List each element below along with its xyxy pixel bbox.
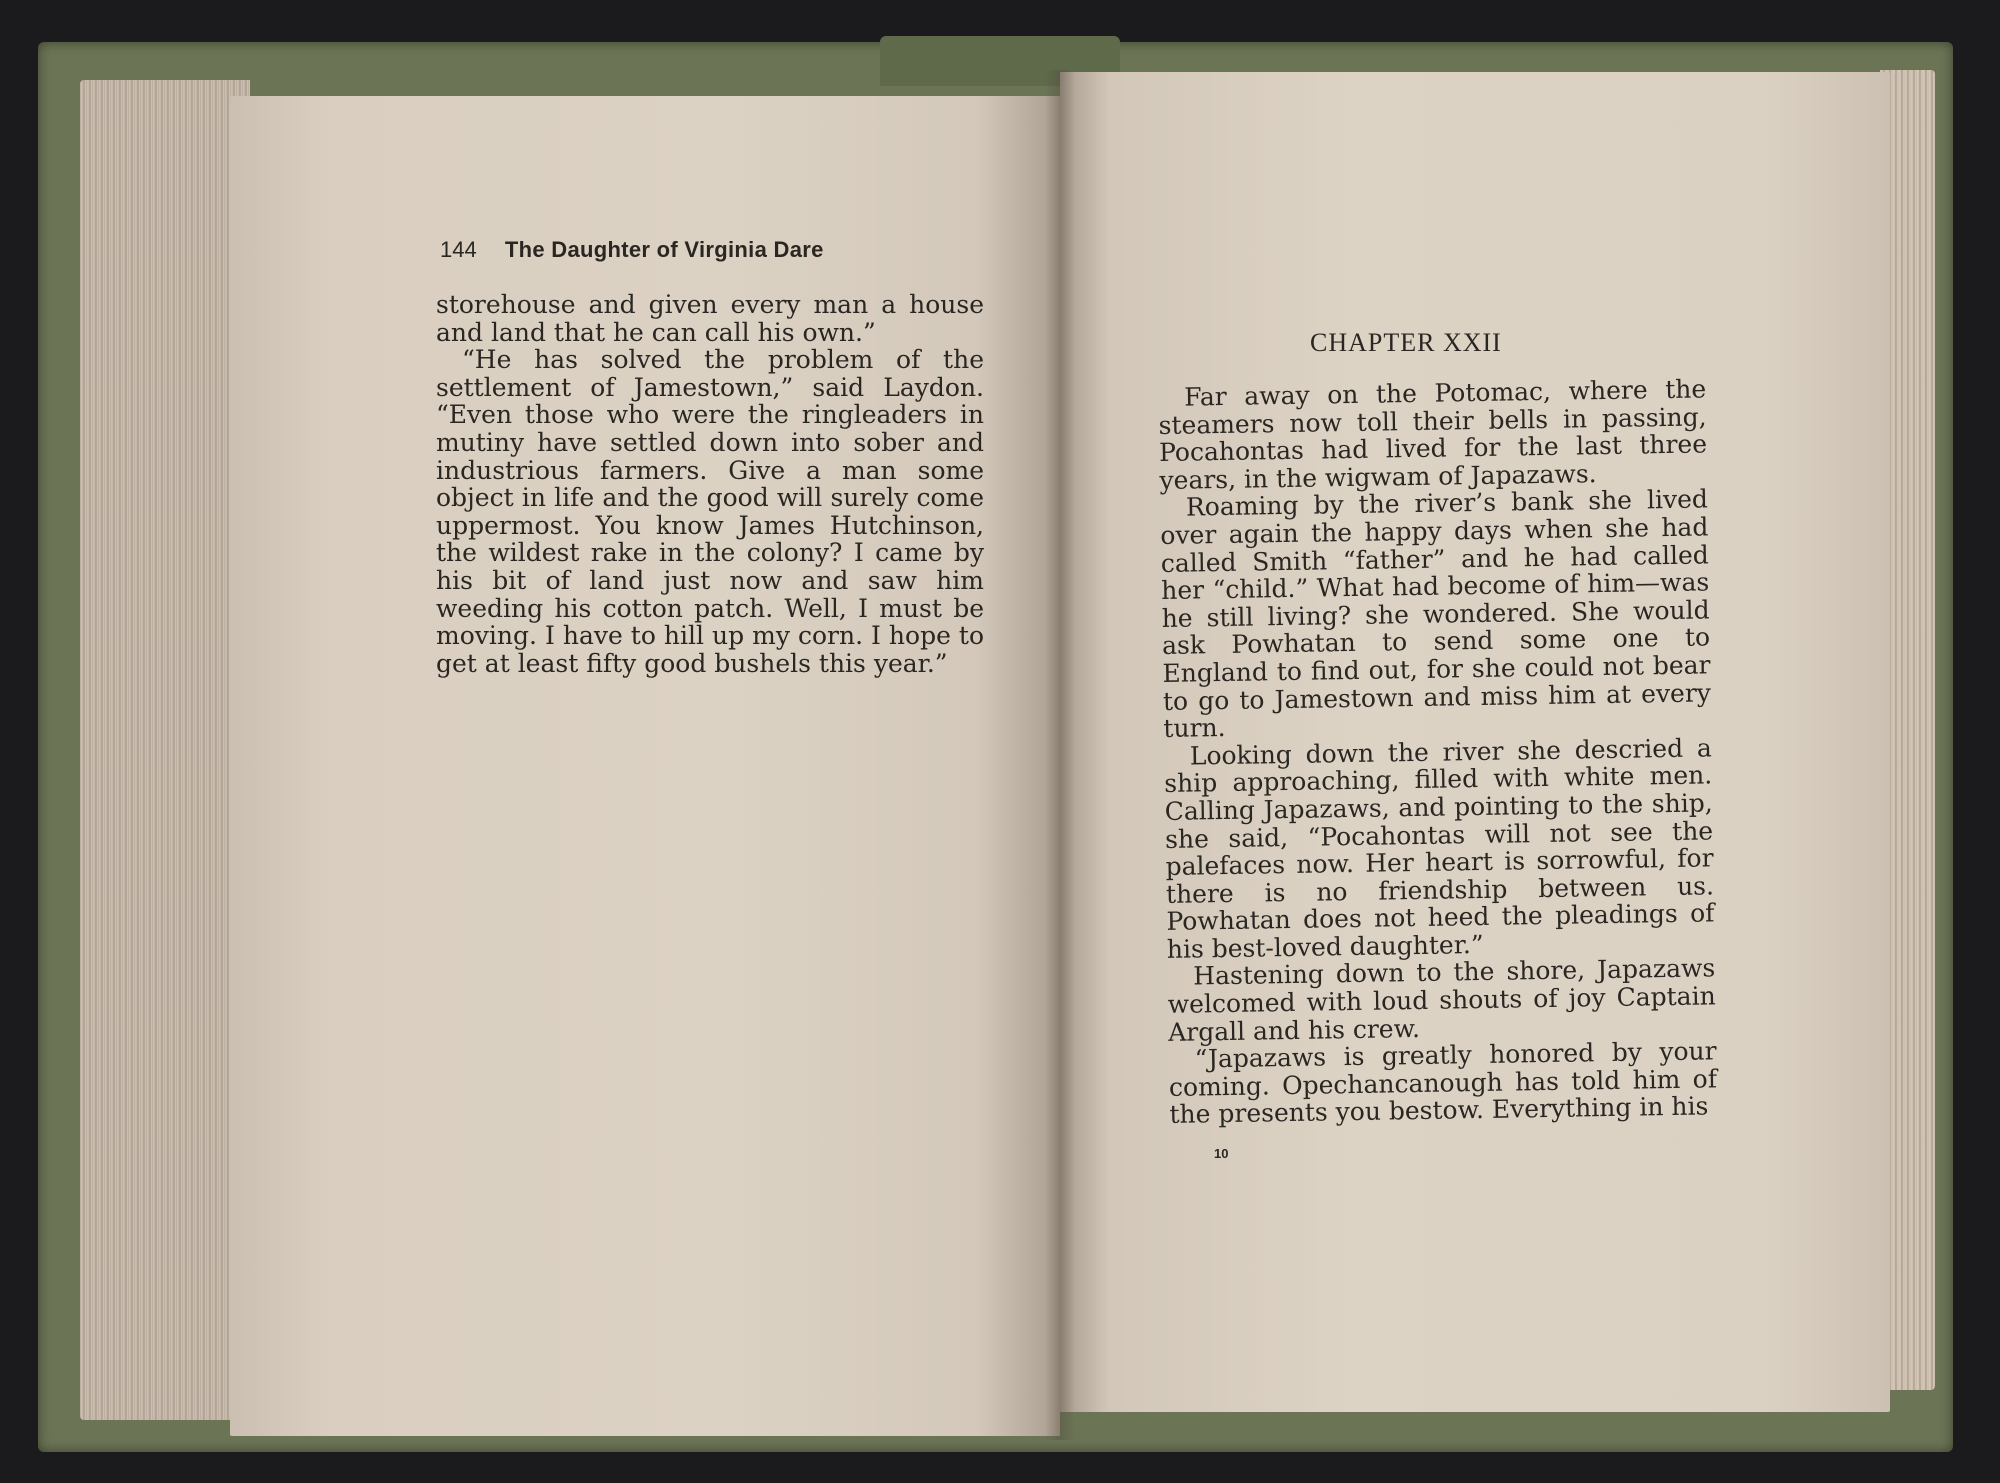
right-page-text <box>1158 375 1718 1129</box>
signature-mark: 10 <box>1214 1146 1229 1161</box>
paragraph: Far away on the Potomac, where the steamers now toll their bells in passing, Pocahontas had lived for the last three years, in the wigwam of Japazaws. <box>1158 374 1708 495</box>
paragraph: Looking down the river she descried a ship approaching, filled with white men. Calling Japazaws, and pointing to the ship, she said, “Pocahontas will not see the palefaces now. Her heart is sorrowful, for there is no friendship between us. Powhatan does not heed the pleadings of his best-loved daughter.” <box>1164 733 1715 964</box>
paragraph: Roaming by the river’s bank she lived over again the happy days when she had called Smith “father” and he had called her “child.” What had become of him—was he still living? she wondered. She would ask Powhatan to send some one to England to find out, for she could not bear to go to Jamestown and miss him at every turn. <box>1160 484 1712 744</box>
paragraph: “Japazaws is greatly honored by your coming. Opechancanough has told him of the presents you bestow. Everything in his <box>1168 1036 1718 1130</box>
running-head <box>440 237 824 263</box>
paragraph: Hastening down to the shore, Japazaws welcomed with loud shouts of joy Captain Argall and his crew. <box>1167 953 1716 1047</box>
running-title: The Daughter of Virginia Dare <box>504 237 824 262</box>
paragraph: “He has solved the problem of the settlement of Jamestown,” said Laydon. “Even those who were the ringleaders in mutiny have settled down into sober and industrious farmers. Give a man some object in life and the good will surely come uppermost. You know James Hutchinson, the wildest rake in the colony? I came by his bit of land just now and saw him weeding his cotton patch. Well, I must be moving. I have to hill up my corn. I hope to get at least fifty good bushels this year.” <box>436 345 984 678</box>
page-number: 144 <box>440 237 477 262</box>
left-page-text <box>436 291 984 677</box>
chapter-heading: CHAPTER XXII <box>1310 328 1502 357</box>
paragraph: storehouse and given every man a house and land that he can call his own.” <box>436 290 984 347</box>
left-page-edges <box>80 80 250 1420</box>
book-gutter <box>1045 70 1075 1440</box>
